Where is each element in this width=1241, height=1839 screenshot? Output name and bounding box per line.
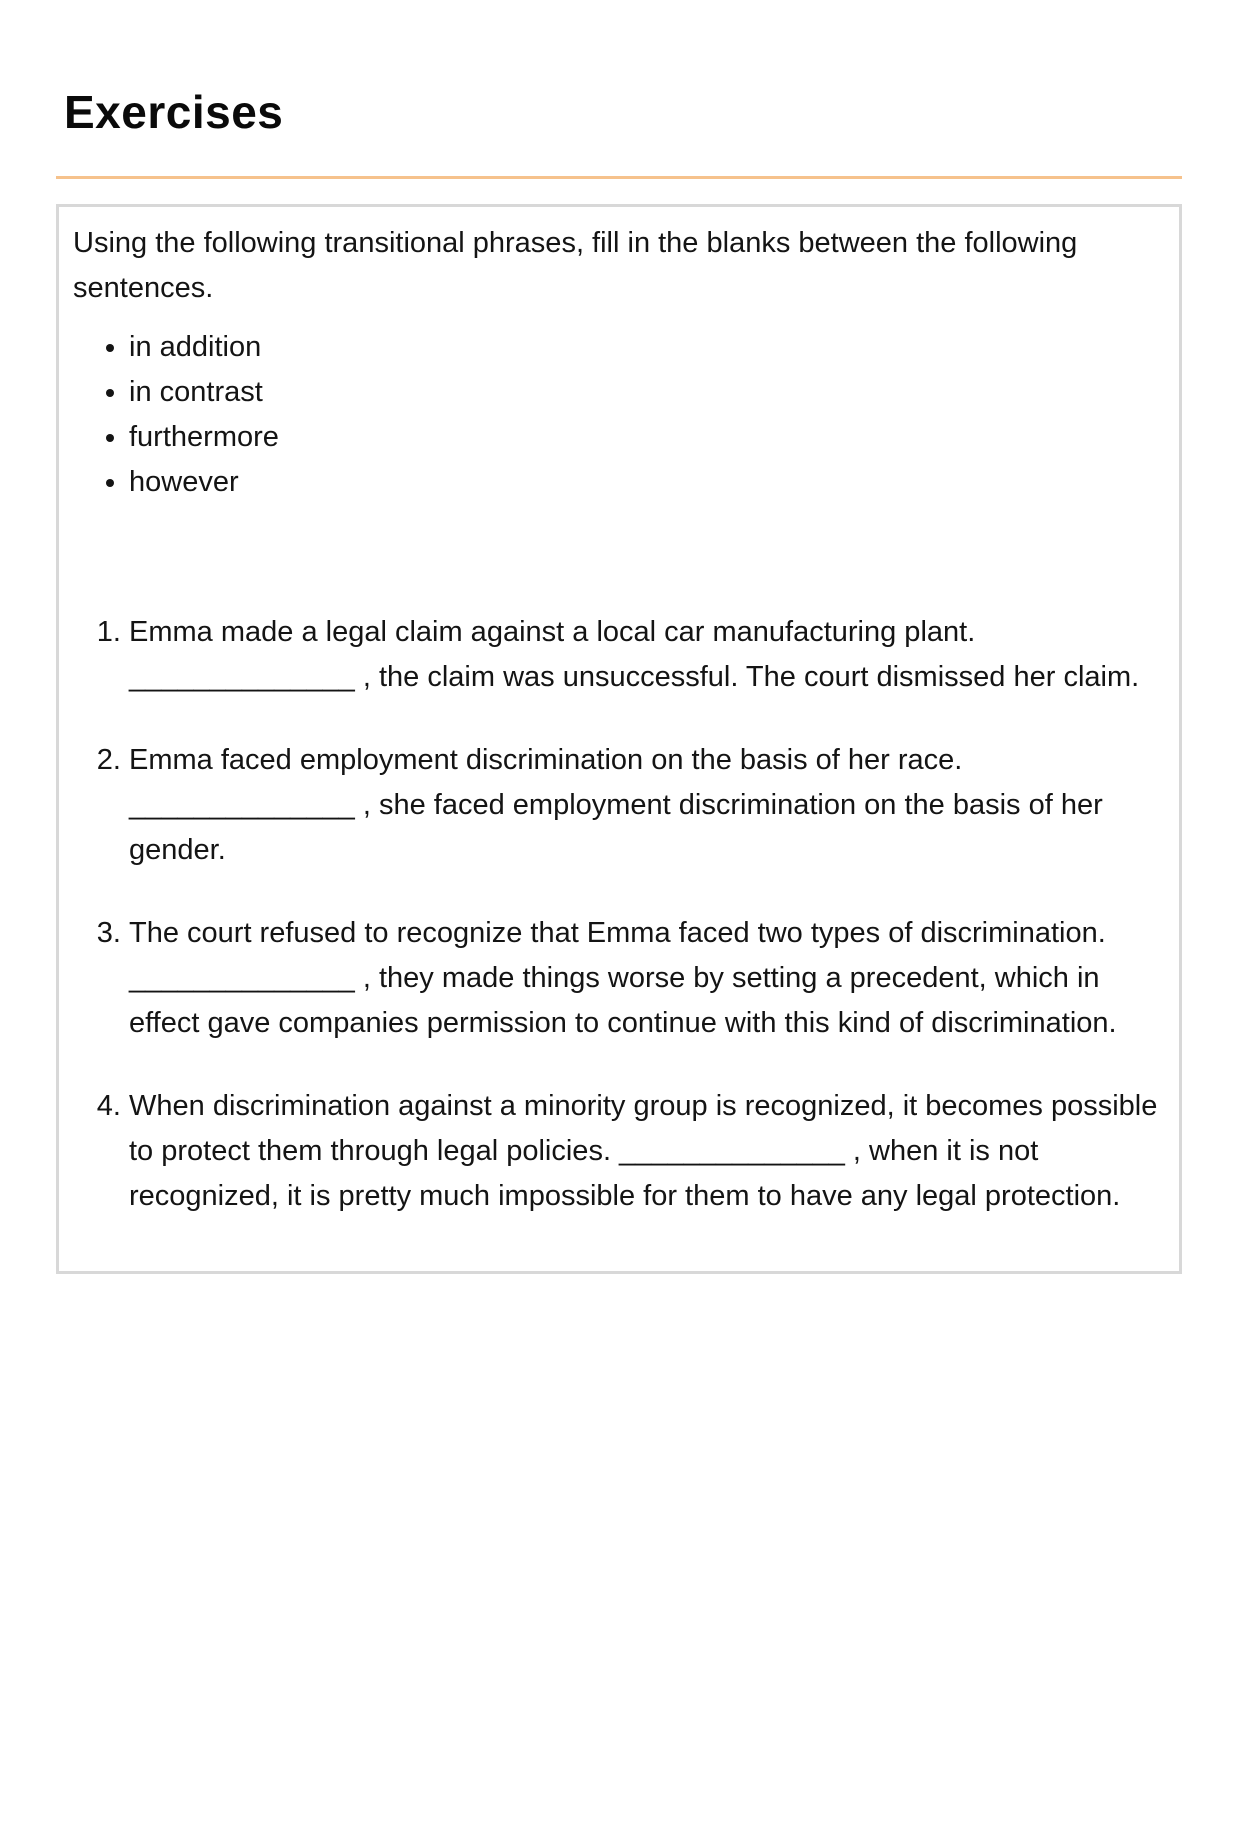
exercise-instructions: Using the following transitional phrases, fill in the blanks between the following sentences. xyxy=(73,227,1078,304)
accent-divider xyxy=(56,176,1182,179)
question-item-1: 1. Emma made a legal claim against a local car manufacturing plant. ______________ , the claim was unsuccessful. The court dismissed her claim. xyxy=(129,610,1161,700)
question-item-2: 2. Emma faced employment discrimination on the basis of her race. ______________ , she faced employment discrimination on the basis of her gender. xyxy=(129,738,1161,873)
phrase-item-in-contrast: • in contrast xyxy=(129,370,1161,415)
phrase-item-furthermore: • furthermore xyxy=(129,415,1161,460)
phrase-item-however: • however xyxy=(129,460,1161,505)
question-item-4: 4. When discrimination against a minority group is recognized, it becomes possible to protect them through legal policies. ______________ , when it is not recognized, it is pretty much impossible for them to have any legal protection. xyxy=(129,1084,1161,1219)
phrase-item-in-addition: • in addition xyxy=(129,325,1161,370)
questions-list xyxy=(73,610,1161,1219)
transitional-phrases-list xyxy=(73,325,1161,505)
page-title: Exercises xyxy=(64,86,284,138)
page-content xyxy=(56,85,1182,1274)
question-item-3: 3. The court refused to recognize that Emma faced two types of discrimination. ______________ , they made things worse by setting a precedent, which in effect gave companies permission to continue with this kind of discrimination. xyxy=(129,911,1161,1046)
exercise-box xyxy=(56,204,1182,1274)
